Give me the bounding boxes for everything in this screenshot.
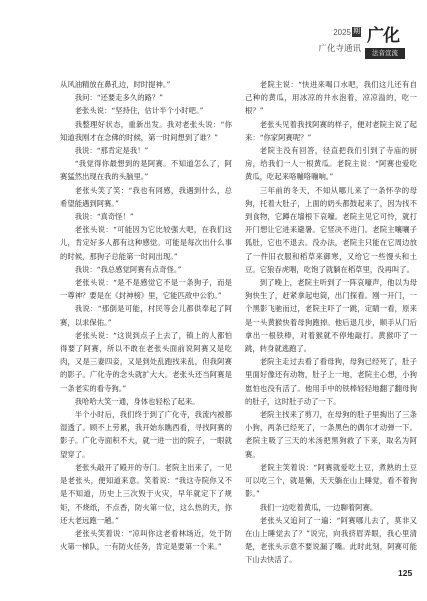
paragraph: 老张头笑了笑：“我也有同感，我遇到什么，总希望能遇到阿赛。” [60,185,232,208]
paragraph: 老院主走过去看了看母狗，母狗已经死了，肚子里面好像还有动物，肚子上一地，老院主心想，小狗崽怕也没有活了。他用手中的铁棒轻轻地翻了翻母狗的肚子，这时肚子动了一下。 [245,357,417,406]
paragraph: 老张头又追问了一遍：“阿赛哪儿去了，莫非又在山上睡觉去了？”说完，向我挤眉弄眼，我心里清楚，老张头示意不要说漏了嘴。此时此刻，阿赛可能下山去快活了。 [245,515,417,565]
paragraph: 我说：“我总感觉阿赛有点奇怪。” [74,264,182,274]
paragraph: 老张头说：“可能因为它比较强大吧，在我们这儿，肯定好多人都有这种感觉。可能是每次出什么事的时候，那狗子总能第一时间出现。” [60,225,232,261]
paragraph: 我说：“那倒是可能，村民等会儿都供奉起了阿赛，以求保佑。” [60,304,232,327]
paragraph: 半个小时后，我们终于到了广化寺，我流内被都湿透了。顾不上劳累，我开始东瞧西看，寻找阿赛的影子。广化寺面积不大，就一进一出的院子，一眼就望穿了。 [60,410,232,459]
paragraph: 我哈哈大笑一通，身体也轻松了起来。 [74,396,200,406]
left-column [60,78,232,553]
issue-number-badge: 期 [353,28,360,35]
paragraph: 我问：“还要走多久的路？” [74,93,163,103]
paragraph: 老张头笑着说：“凉叫你这老看林场近，处于防火第一梯队，一有防火任务，肯定是要第一个来。” [60,528,232,552]
paragraph: 我整理好状态，重新出发。我对老张头说：“你知道我刚才在念佛的时候，第一时间想到了谁？” [60,119,232,142]
paragraph: 我们一边吃着黄瓜，一边聊着阿赛。 [259,502,378,512]
paragraph: 老张头敲开了殿开的寺门。老院主出来了，一见是老张头，便知道来意。笑着说：“我这寺院你又不是不知道，历史上三次毁于火灾，早年就定下了规矩，不烧纸，不点香，防火第一位，这么热的天，你还大老远跑一趟。” [60,462,232,525]
section-tag: 法音宣流 [365,48,405,59]
issue-year: 2025 [333,28,351,37]
paragraph: 老张头说：“坚持住，估计半个小时吧。” [74,106,204,116]
paragraph: 我说：“那肯定是我！” [74,146,149,156]
paragraph: 我说：“真奇怪！” [74,212,134,222]
paragraph: 老张头见着我找阿赛的样子，便对老院主说了起来：“你家阿赛呢？” [245,119,417,142]
masthead [299,26,409,60]
paragraph: 三年前的冬天，不知从哪儿来了一条怀孕的母狗，托着大肚子，上面的奶头都鼓起来了，因为找不到食物，它蹲在墙根下哀嚎。老院主见它可怜，就打开门想让它进来避暑。它竖决不进门。老院主嚷嚷子狐肚，它也不退去。没办法，老院主只能在它周边放了一件旧衣服和稻草来御寒，又给它一些馒头和土豆。它狼吞虎咽，吃饱了就躺在稻草里，没再叫了。 [245,185,417,274]
paragraph: 从风油精放在鼻孔边，时时提神。” [60,80,171,89]
paragraph: 老院主说：“快进来喝口水吧，我们这儿还有自己种的黄瓜，用冰凉的井水泡着，凉凉溢的，吃一根？” [245,80,417,116]
paragraph: 到了晚上，老院主听到了一阵哀嚎声，他以为母狗快生了，赶紧拿起电筒，出门探看。刚一开门，一个黑影飞驰而过，老院主吓了一跳，定睛一看，原来是一头黄猴快着母狗跑掉。他后退几步，顺手从门后拿出一根铁棒，对着猴就不停地敲打。黄猴吓了一跳，转身就逃跑了。 [245,278,417,354]
paragraph: “我觉得你最想到的是阿赛。不知道怎么了，阿赛猛然出现在我的头脑里。” [60,159,232,182]
paragraph: 老院主笑着说：“阿赛就爱吃土豆，煮熟的土豆可以吃三个，就是懒，天天躺在山上睡觉，看不着狗影。” [245,462,417,499]
paragraph: 老院主没有回答，径直把我们引到了寺庙的厨房，给我们一人一根黄瓜。老院主说：“阿赛也爱吃黄瓜，吃起来咯嘣咯嘣响。” [245,146,417,182]
paragraph: 老张头说：“这说到点子上去了，镇上的人都怕得要了阿赛，所以不敢在老张头面前说阿赛又是吃肉，又是三妻四妾，又是到处乱跑找来乱，但我阿赛的影子。广化寺的念头就扩大大。老张头还当阿赛是一条老实的看寺狗。” [60,330,232,393]
page-number: 125 [398,568,413,578]
right-column [245,78,417,567]
paragraph: 老张头说：“是不是感觉它不是一条狗子，而是一尊神？要是在《封神榜》里，它能匹敌中公豹。” [60,278,232,301]
calligraphy-logo: 广化 [367,26,399,46]
publication-name: 广化寺通讯 [318,43,361,53]
paragraph: 老院主找来了剪刀，在母狗的肚子里掏出了三条小狗，两条已经死了，一条黑色的偶尔才动弹一下。老院主吸了三天的米汤把黑狗救了下来，取名为阿赛。 [245,410,417,459]
